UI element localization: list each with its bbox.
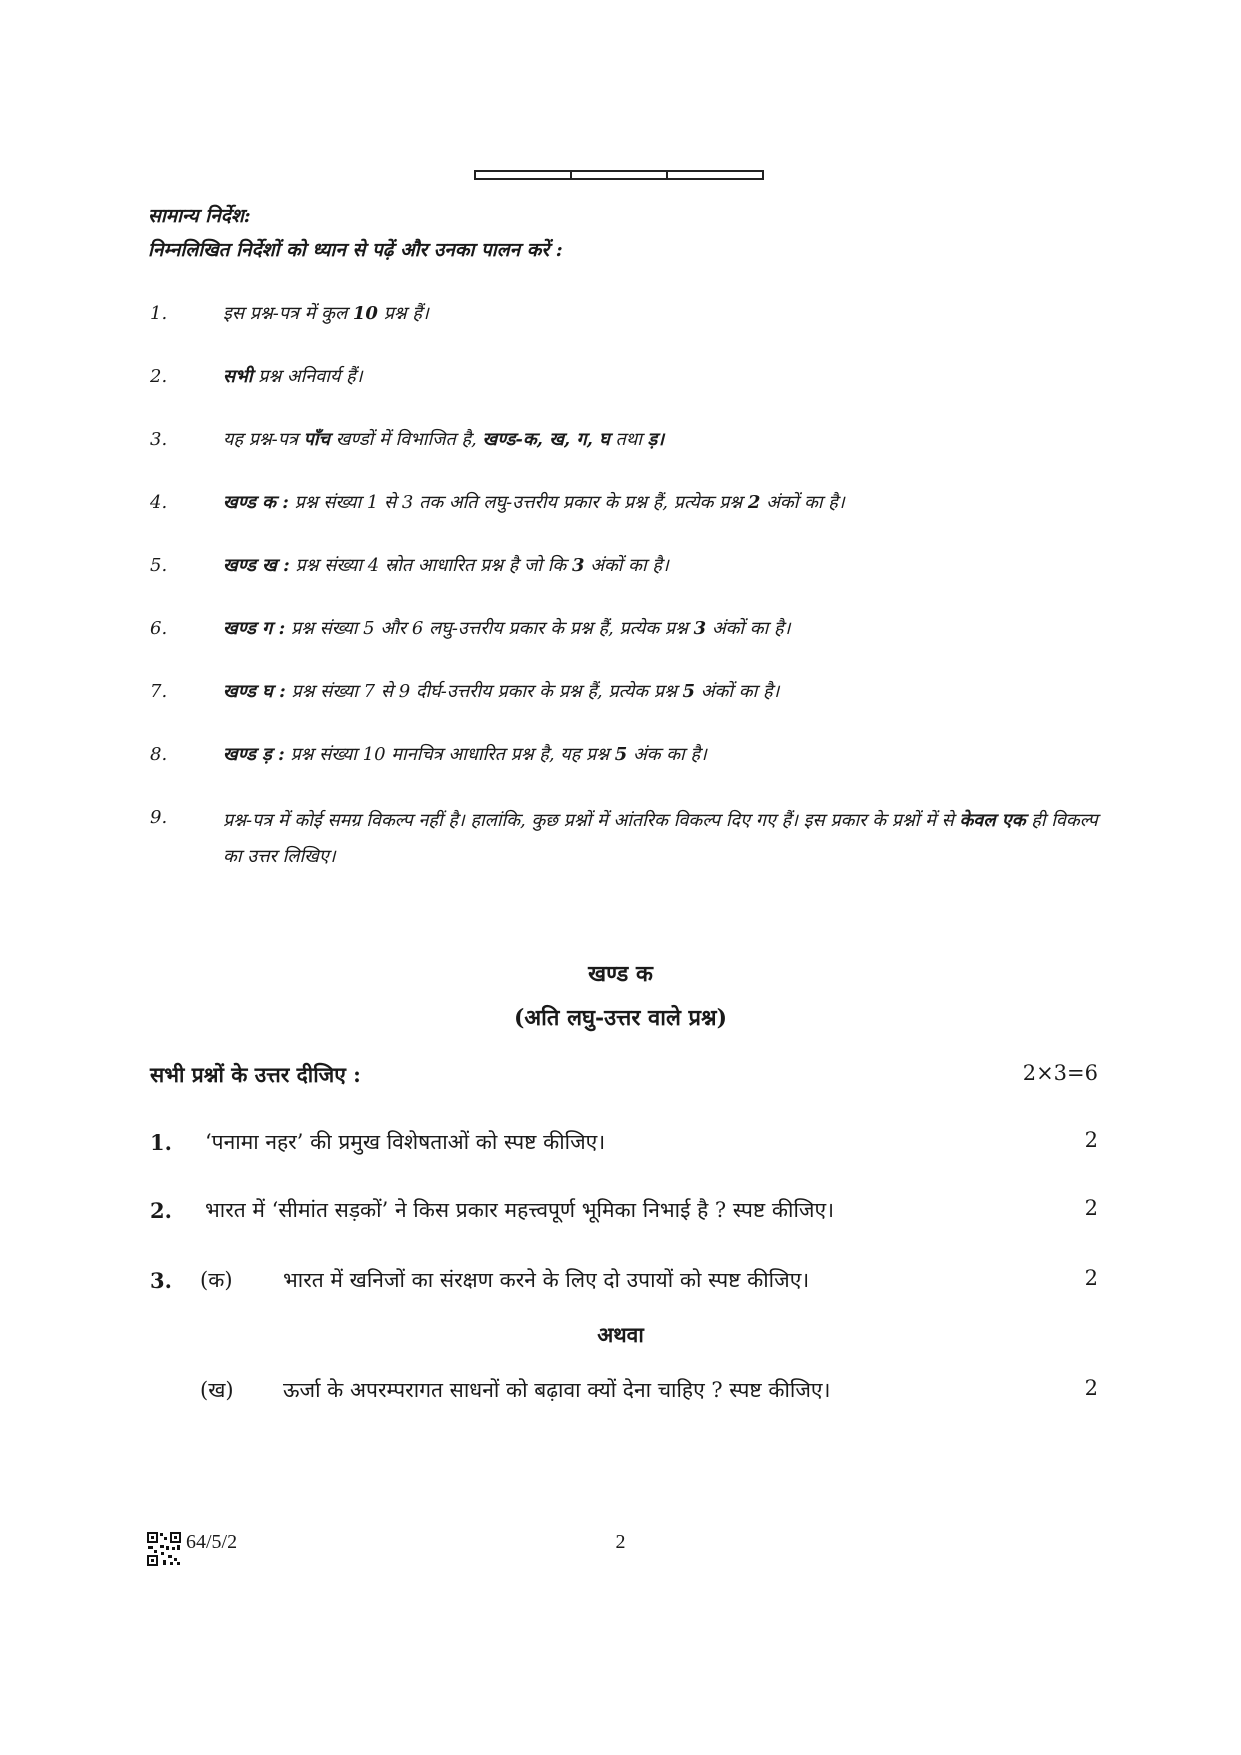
question-number: 2. (150, 1198, 172, 1223)
top-separator-bar (474, 170, 764, 180)
instruction-number: 2. (150, 366, 168, 387)
instruction-text: प्रश्न-पत्र में कोई समग्र विकल्प नहीं है। हालांकि, कुछ प्रश्नों में आंतरिक विकल्प दिए गए हैं। इस प्रकार के प्रश्नों में से केवल एक ही विकल्प का उत्तर लिखिए। (223, 810, 1098, 867)
instruction-number: 8. (150, 744, 168, 765)
instruction-text: यह प्रश्न-पत्र पाँच खण्डों में विभाजित है, खण्ड-क, ख, ग, घ तथा ड़। (223, 429, 665, 450)
question-number: 1. (150, 1130, 172, 1155)
instruction-number: 4. (150, 492, 168, 513)
section-title: खण्ड क (588, 961, 653, 987)
instruction-number: 6. (150, 618, 168, 639)
instruction-text: खण्ड ग : प्रश्न संख्या 5 और 6 लघु-उत्तरीय प्रकार के प्रश्न हैं, प्रत्येक प्रश्न 3 अंकों का है। (223, 618, 791, 639)
section-subtitle: (अति लघु-उत्तर वाले प्रश्न) (513, 1005, 728, 1031)
instruction-text: खण्ड क : प्रश्न संख्या 1 से 3 तक अति लघु-उत्तरीय प्रकार के प्रश्न हैं, प्रत्येक प्रश्न 2 अंकों का है। (223, 492, 845, 513)
instruction-number: 7. (150, 681, 168, 702)
question-text: ‘पनामा नहर’ की प्रमुख विशेषताओं को स्पष्ट कीजिए। (205, 1130, 606, 1154)
question-marks: 2 (1084, 1128, 1098, 1152)
instruction-number: 3. (150, 429, 168, 450)
question-marks: 2 (1084, 1266, 1098, 1290)
question-marks: 2 (1084, 1376, 1098, 1400)
page-number: 2 (615, 1531, 626, 1553)
instructions-title: सामान्य निर्देश: (148, 205, 251, 227)
section-total-marks: 2×3=6 (1022, 1061, 1098, 1085)
instruction-text: खण्ड घ : प्रश्न संख्या 7 से 9 दीर्घ-उत्तरीय प्रकार के प्रश्न हैं, प्रत्येक प्रश्न 5 अंकों का है। (223, 681, 780, 702)
question-sub-label: (ख) (200, 1378, 234, 1402)
question-sub-label: (क) (200, 1268, 233, 1292)
question-number: 3. (150, 1268, 172, 1293)
or-label: अथवा (597, 1322, 644, 1347)
section-directive: सभी प्रश्नों के उत्तर दीजिए : (150, 1062, 361, 1087)
instruction-text: खण्ड ख : प्रश्न संख्या 4 स्रोत आधारित प्रश्न है जो कि 3 अंकों का है। (223, 555, 669, 576)
instruction-number: 5. (150, 555, 168, 576)
paper-code: 64/5/2 (186, 1531, 238, 1553)
question-text: भारत में ‘सीमांत सड़कों’ ने किस प्रकार महत्त्वपूर्ण भूमिका निभाई है ? स्पष्ट कीजिए। (205, 1198, 835, 1222)
question-text: भारत में खनिजों का संरक्षण करने के लिए दो उपायों को स्पष्ट कीजिए। (283, 1268, 810, 1292)
instruction-text: इस प्रश्न-पत्र में कुल 10 प्रश्न हैं। (223, 303, 429, 324)
instruction-text: खण्ड ड़ : प्रश्न संख्या 10 मानचित्र आधारित प्रश्न है, यह प्रश्न 5 अंक का है। (223, 744, 707, 765)
instruction-text: सभी प्रश्न अनिवार्य हैं। (223, 366, 363, 387)
instruction-number: 1. (150, 303, 168, 324)
instruction-number: 9. (150, 807, 168, 828)
question-text: ऊर्जा के अपरम्परागत साधनों को बढ़ावा क्यों देना चाहिए ? स्पष्ट कीजिए। (283, 1378, 831, 1402)
instructions-subtitle: निम्नलिखित निर्देशों को ध्यान से पढ़ें और उनका पालन करें : (148, 239, 563, 261)
question-marks: 2 (1084, 1196, 1098, 1220)
